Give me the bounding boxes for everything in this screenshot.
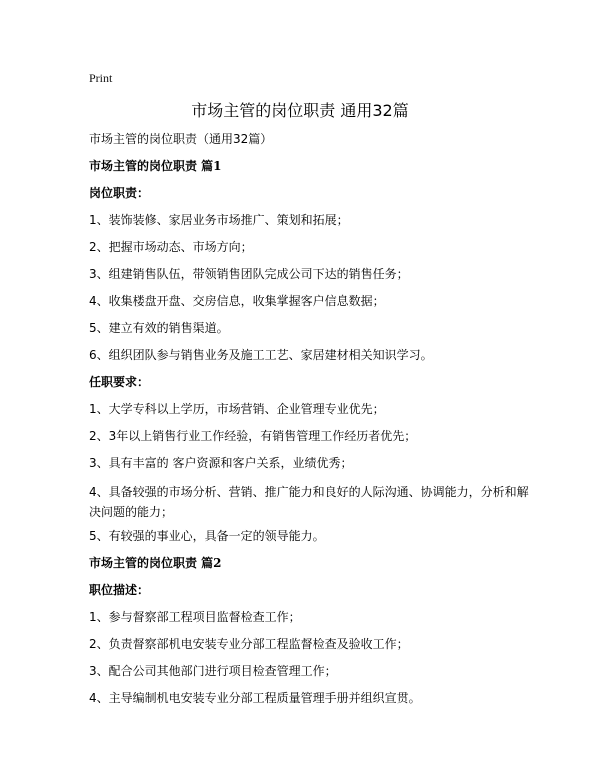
requirements-heading: 任职要求： xyxy=(89,375,150,389)
description-heading: 职位描述： xyxy=(89,583,150,597)
duty-item-4: 4、收集楼盘开盘、交房信息，收集掌握客户信息数据； xyxy=(89,294,385,308)
duty-item-3: 3、组建销售队伍，带领销售团队完成公司下达的销售任务； xyxy=(89,267,409,281)
print-label: Print xyxy=(89,71,113,85)
requirement-item-1: 1、大学专科以上学历，市场营销、企业管理专业优先； xyxy=(89,402,385,416)
requirement-item-5: 5、有较强的事业心，具备一定的领导能力。 xyxy=(89,529,325,543)
duty-item-5: 5、建立有效的销售渠道。 xyxy=(89,321,229,335)
duty-item-2: 2、把握市场动态、市场方向； xyxy=(89,240,253,254)
document-subtitle: 市场主管的岗位职责（通用32篇） xyxy=(89,132,273,146)
description-item-2: 2、负责督察部机电安装专业分部工程监督检查及验收工作； xyxy=(89,637,409,651)
duty-item-1: 1、装饰装修、家居业务市场推广、策划和拓展； xyxy=(89,213,349,227)
requirement-item-2: 2、3年以上销售行业工作经验，有销售管理工作经历者优先； xyxy=(89,429,417,443)
description-item-4: 4、主导编制机电安装专业分部工程质量管理手册并组织宣贯。 xyxy=(89,691,421,705)
section-1-heading: 市场主管的岗位职责 篇1 xyxy=(89,159,222,173)
requirement-item-3: 3、具有丰富的 客户资源和客户关系，业绩优秀； xyxy=(89,456,353,470)
description-item-3: 3、配合公司其他部门进行项目检查管理工作； xyxy=(89,664,337,678)
requirement-item-4: 4、具备较强的市场分析、营销、推广能力和良好的人际沟通、协调能力，分析和解决问题的能力； xyxy=(89,485,529,519)
document-title: 市场主管的岗位职责 通用32篇 xyxy=(191,101,409,120)
section-2-heading: 市场主管的岗位职责 篇2 xyxy=(89,556,222,570)
duty-item-6: 6、组织团队参与销售业务及施工工艺、家居建材相关知识学习。 xyxy=(89,348,433,362)
description-item-1: 1、参与督察部工程项目监督检查工作； xyxy=(89,610,301,624)
document-body xyxy=(89,131,529,717)
duties-heading: 岗位职责： xyxy=(89,186,150,200)
